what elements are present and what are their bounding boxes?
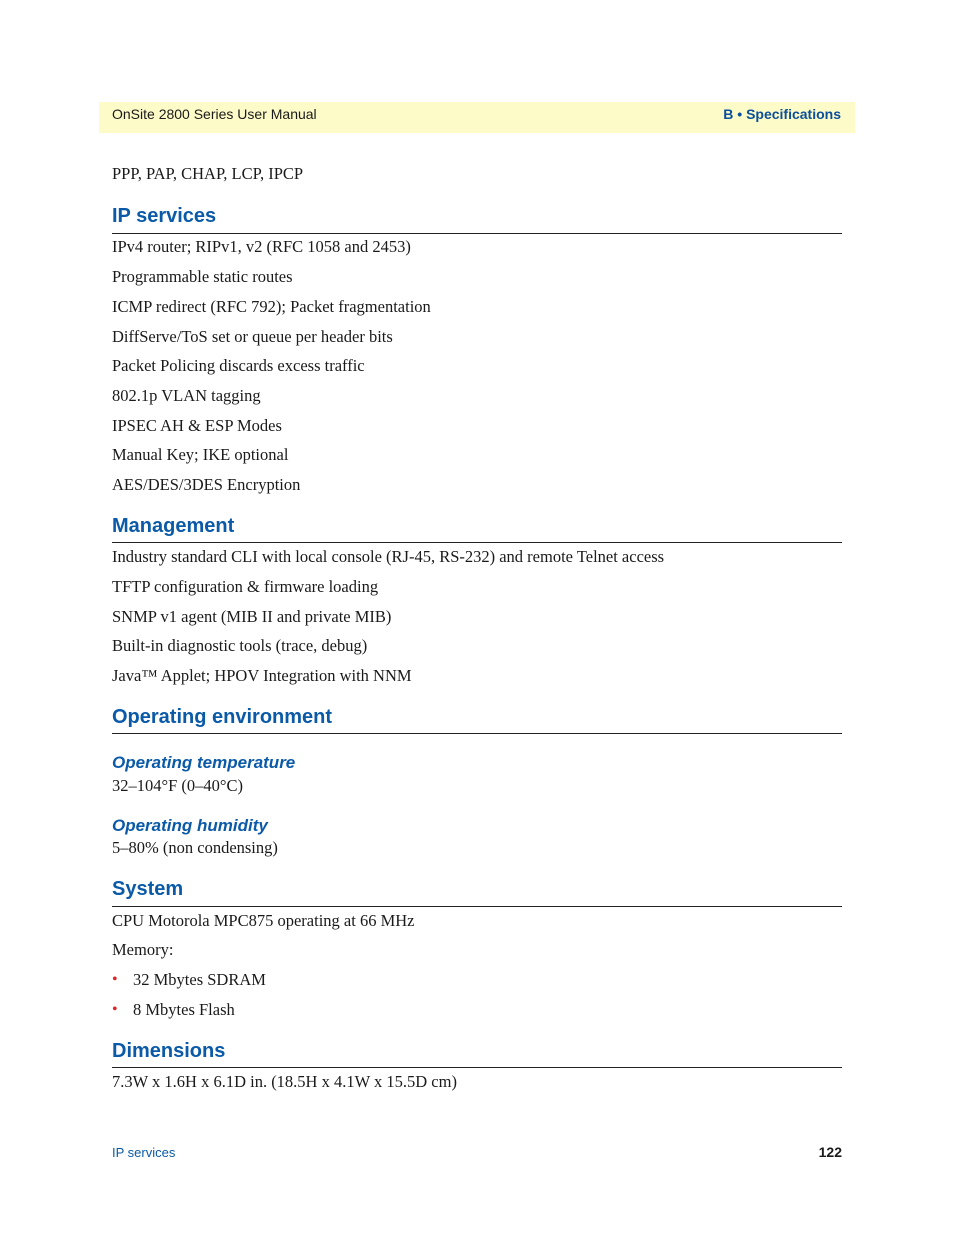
operating-temperature-heading: Operating temperature <box>112 753 296 772</box>
operating-temperature-value: 32–104°F (0–40°C) <box>112 776 243 795</box>
list-item: IPv4 router; RIPv1, v2 (RFC 1058 and 2453) <box>112 237 411 256</box>
dimensions-value: 7.3W x 1.6H x 6.1D in. (18.5H x 4.1W x 15.5D cm) <box>112 1072 457 1091</box>
system-memory-label: Memory: <box>112 940 174 959</box>
list-item: AES/DES/3DES Encryption <box>112 475 301 494</box>
intro-line: PPP, PAP, CHAP, LCP, IPCP <box>112 164 304 183</box>
management-rule <box>112 542 842 543</box>
list-item: Manual Key; IKE optional <box>112 445 289 464</box>
list-item: 32 Mbytes SDRAM <box>133 970 266 989</box>
manual-title: OnSite 2800 Series User Manual <box>112 106 317 122</box>
ip-services-heading: IP services <box>112 205 217 227</box>
operating-environment-heading: Operating environment <box>112 706 333 728</box>
page-number: 122 <box>818 1144 842 1160</box>
management-heading: Management <box>112 515 235 537</box>
operating-environment-rule <box>112 733 842 734</box>
list-item: SNMP v1 agent (MIB II and private MIB) <box>112 607 392 626</box>
list-item: TFTP configuration & firmware loading <box>112 577 379 596</box>
list-item: Programmable static routes <box>112 267 293 286</box>
dimensions-rule <box>112 1067 842 1068</box>
operating-humidity-value: 5–80% (non condensing) <box>112 838 278 857</box>
bullet-icon: • <box>112 971 118 988</box>
list-item: IPSEC AH & ESP Modes <box>112 416 282 435</box>
bullet-icon: • <box>112 1001 118 1018</box>
list-item: Industry standard CLI with local console (RJ-45, RS-232) and remote Telnet access <box>112 547 665 566</box>
dimensions-heading: Dimensions <box>112 1040 226 1062</box>
system-cpu: CPU Motorola MPC875 operating at 66 MHz <box>112 911 415 930</box>
list-item: Packet Policing discards excess traffic <box>112 356 365 375</box>
list-item: 8 Mbytes Flash <box>133 1000 235 1019</box>
chapter-title: B • Specifications <box>723 106 841 122</box>
operating-humidity-heading: Operating humidity <box>112 816 268 835</box>
list-item: Built-in diagnostic tools (trace, debug) <box>112 636 368 655</box>
system-rule <box>112 906 842 907</box>
list-item: Java™ Applet; HPOV Integration with NNM <box>112 666 412 685</box>
footer-section-link[interactable]: IP services <box>112 1145 176 1160</box>
ip-services-rule <box>112 233 842 234</box>
list-item: ICMP redirect (RFC 792); Packet fragmentation <box>112 297 431 316</box>
list-item: 802.1p VLAN tagging <box>112 386 261 405</box>
system-heading: System <box>112 878 184 900</box>
list-item: DiffServe/ToS set or queue per header bits <box>112 327 393 346</box>
